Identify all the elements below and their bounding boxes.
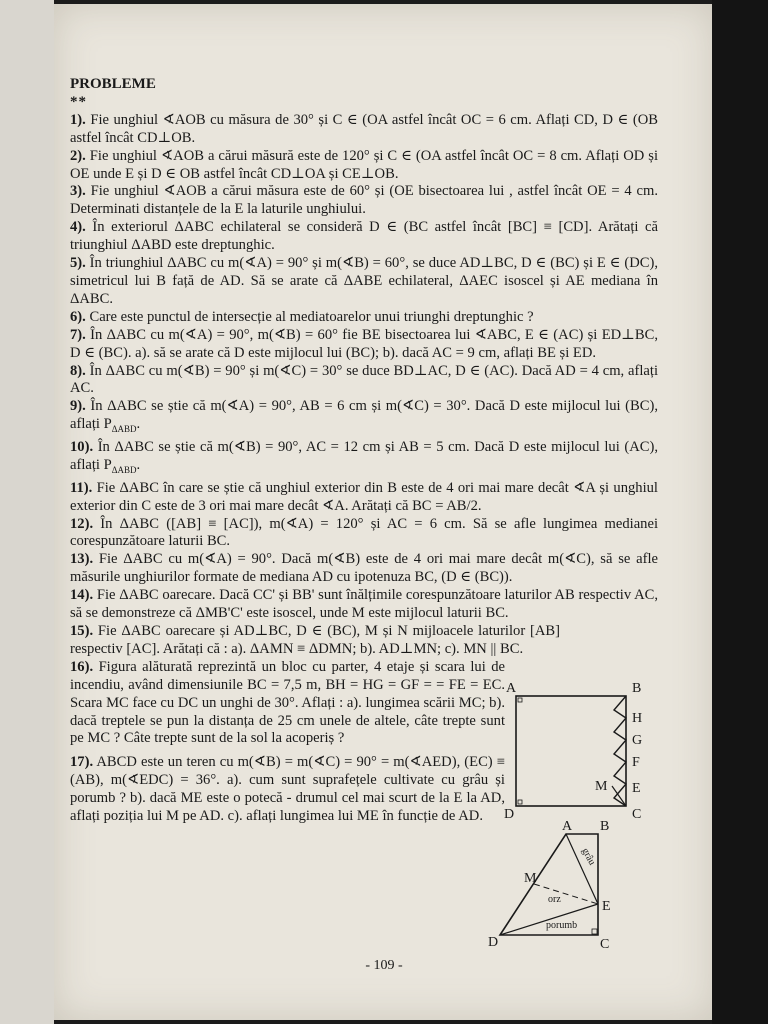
label-a: A — [562, 820, 573, 834]
segment-ae — [566, 834, 598, 904]
problem-4: 4). În exteriorul ΔABC echilateral se consideră D ∈ (BC astfel încât [BC] ≡ [CD]. Arătați că triunghiul ΔABD este dreptunghic. — [70, 219, 658, 254]
label-c: C — [600, 937, 610, 950]
problem-8: 8). În ΔABC cu m(∢B) = 90° și m(∢C) = 30° se duce BD⊥AC, D ∈ (AC). Dacă AD = 4 cm, aflați AC. — [70, 362, 658, 397]
problem-7: 7). În ΔABC cu m(∢A) = 90°, m(∢B) = 60° fie BE bisectoarea lui ∢ABC, E ∈ (AC) și ED⊥BC, D ∈ (BC). a). să se arate că D este mijlocul lui (BC); b). dacă AC = 9 cm, aflați BE și ED. — [70, 326, 658, 361]
difficulty-stars: ** — [70, 93, 87, 110]
label-f: F — [632, 755, 640, 770]
label-g: G — [632, 733, 643, 748]
label-e: E — [602, 899, 611, 914]
label-m: M — [524, 871, 537, 886]
problem-5: 5). În triunghiul ΔABC cu m(∢A) = 90° și m(∢B) = 60°, se duce AD⊥BC, D ∈ (BC) și E ∈ (DC), simetricul lui B față de AD. Să se arate că ΔABE echilateral, ΔAEC isoscel și AE mediana în ΔABC. — [70, 255, 658, 307]
problem-13: 13). Fie ΔABC cu m(∢A) = 90°. Dacă m(∢B) este de 4 ori mai mare decât m(∢C), să se afle măsurile unghiurilor formate de mediana AD cu ipotenuza BC, (D ∈ (BC)). — [70, 551, 658, 586]
label-d: D — [488, 935, 499, 950]
problem-12: 12). În ΔABC ([AB] ≡ [AC]), m(∢A) = 120° și AC = 6 cm. Să se afle lungimea medianei corespunzătoare laturii BC. — [70, 515, 658, 550]
problem-1: 1). Fie unghiul ∢AOB cu măsura de 30° și C ∈ (OA astfel încât OC = 6 cm. Aflați CD, D ∈ (OB astfel încât CD⊥OB. — [70, 111, 658, 146]
problem-3: 3). Fie unghiul ∢AOB a cărui măsura este de 60° și (OE bisectoarea lui , astfel încât OE = 4 cm. Determinati distanțele de la E la laturile unghiului. — [70, 183, 658, 218]
label-b: B — [632, 681, 642, 696]
figure-terrain-abcd — [486, 820, 626, 950]
region-grau: grâu — [579, 846, 598, 868]
problem-10: 10). În ΔABC se știe că m(∢B) = 90°, AC = 12 cm și AB = 5 cm. Dacă D este mijlocul lui (AC), aflați $P_{\Delta ABD}$. — [70, 439, 658, 475]
label-d: D — [504, 807, 515, 822]
region-porumb: porumb — [546, 920, 578, 931]
path-me — [534, 884, 598, 904]
fire-escape-stairs — [614, 696, 626, 806]
label-m: M — [595, 779, 608, 794]
problem-15: 15). Fie ΔABC oarecare și AD⊥BC, D ∈ (BC), M și N mijloacele laturilor [AB] respectiv [AC]. Arătați că : a). ΔAMN ≡ ΔDMN; b). AD⊥MN; c). MN || BC. — [70, 623, 560, 657]
scanner-margin-right — [712, 0, 768, 1024]
problem-14: 14). Fie ΔABC oarecare. Dacă CC' și BB' sunt înălțimile corespunzătoare laturilor AB respectiv AC, să se demonstreze că ΔMB'C' este isoscel, unde M este mijlocul laturii BC. — [70, 587, 658, 622]
building-outline — [516, 696, 626, 806]
problem-16: 16). Figura alăturată reprezintă un bloc cu parter, 4 etaje și scara lui de incendiu, având dimensiunile BC = 7,5 m, BH = HG = GF = = FE = EC. Scara MC face cu DC un unghi de 30°. Aflați : a). lungimea scării MC; b). dacă treptele se pun la distanța de 25 cm unele de altele, câte trepte sunt pe MC ? Câte trepte sunt de la sol la acoperiș ? — [70, 658, 505, 747]
problem-11: 11). Fie ΔABC în care se știe că unghiul exterior din B este de 4 ori mai mare decât ∢A și unghiul exterior din C este de 3 ori mai mare decât ∢A. Arătați că BC = AB/2. — [70, 479, 658, 514]
right-angle-c — [592, 929, 597, 934]
region-orz: orz — [548, 894, 561, 905]
label-e: E — [632, 781, 641, 796]
section-heading: PROBLEME — [70, 76, 156, 92]
page-number: - 109 - — [365, 958, 403, 973]
problem-17: 17). ABCD este un teren cu m(∢B) = m(∢C) = 90° = m(∢AED), (EC) ≡ (AB), m(∢EDC) = 36°. a). cum sunt suprafețele cultivate cu grâu și porumb ? b). dacă ME este o potecă - drumul cel mai scurt de la E la AD, aflați poziția lui M pe AD. c). aflați lungimea lui ME în funcție de AD. — [70, 754, 505, 825]
label-c: C — [632, 807, 642, 822]
ladder-mc — [612, 786, 626, 806]
right-angle-d — [518, 800, 522, 804]
problem-9: 9). În ΔABC se știe că m(∢A) = 90°, AB = 6 cm și m(∢C) = 30°. Dacă D este mijlocul lui (BC), aflați $P_{\Delta ABD}$. — [70, 398, 658, 435]
label-b: B — [600, 820, 610, 834]
label-a: A — [506, 681, 517, 696]
scanner-margin-left — [0, 0, 54, 1024]
problem-2: 2). Fie unghiul ∢AOB a cărui măsură este de 120° și C ∈ (OA astfel încât OC = 8 cm. Aflați OD și OE unde E și D ∈ OB astfel încât CD⊥OA și CE⊥OB. — [70, 147, 658, 182]
label-h: H — [632, 711, 643, 726]
figure-building-fire-escape — [496, 676, 666, 822]
right-angle-a — [518, 698, 522, 702]
problem-6: 6). Care este punctul de intersecție al mediatoarelor unui triunghi dreptunghic ? — [70, 308, 534, 325]
